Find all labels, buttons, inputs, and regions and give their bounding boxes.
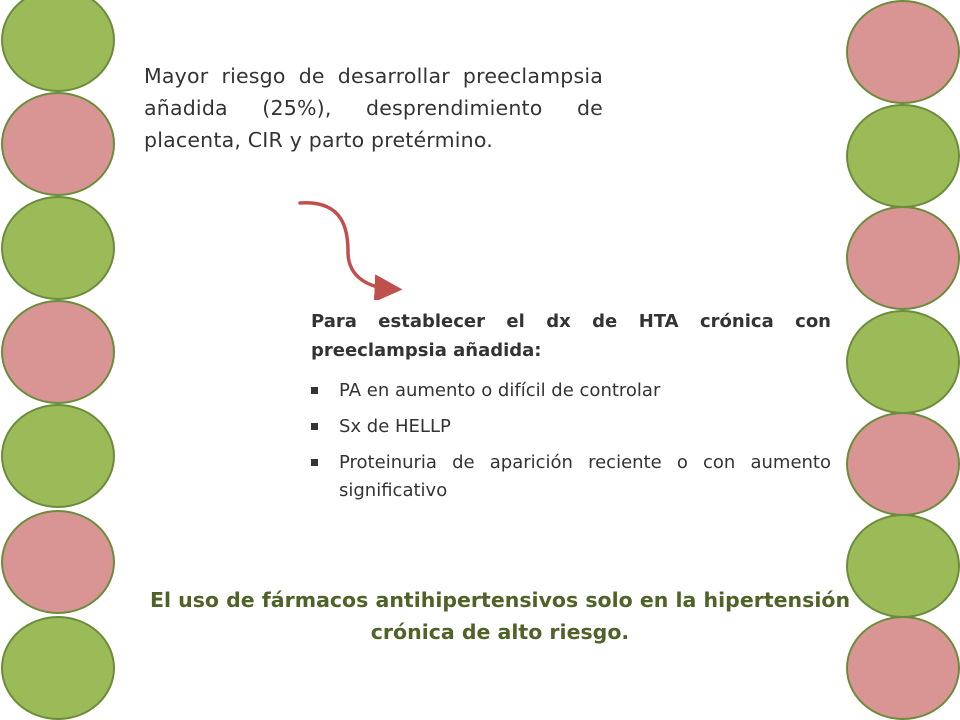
criteria-title: Para establecer el dx de HTA crónica con preeclampsia añadida: bbox=[311, 311, 831, 361]
decor-circle-left-4 bbox=[1, 300, 115, 404]
list-item bbox=[311, 449, 831, 505]
list-item bbox=[311, 377, 831, 405]
decor-circle-right-5 bbox=[846, 412, 960, 516]
decor-circle-left-6 bbox=[1, 510, 115, 614]
square-bullet-icon bbox=[311, 459, 318, 466]
square-bullet-icon bbox=[311, 387, 318, 394]
decor-circle-right-6 bbox=[846, 514, 960, 618]
list-item-text: Sx de HELLP bbox=[339, 416, 451, 437]
list-item-text: PA en aumento o difícil de controlar bbox=[339, 380, 661, 401]
footer-note: El uso de fármacos antihipertensivos solo en la hipertensión crónica de alto riesgo. bbox=[149, 588, 851, 644]
decor-circle-right-7 bbox=[846, 616, 960, 720]
decor-circle-left-3 bbox=[1, 196, 115, 300]
decor-circle-left-1 bbox=[1, 0, 115, 92]
decor-circle-left-2 bbox=[1, 92, 115, 196]
decor-circle-right-1 bbox=[846, 0, 960, 104]
criteria-section bbox=[311, 307, 831, 513]
decor-circle-left-7 bbox=[1, 616, 115, 720]
criteria-list bbox=[311, 377, 831, 505]
decor-circle-right-4 bbox=[846, 310, 960, 414]
decor-circle-right-2 bbox=[846, 104, 960, 208]
square-bullet-icon bbox=[311, 423, 318, 430]
decor-circle-right-3 bbox=[846, 206, 960, 310]
curved-arrow-icon bbox=[290, 190, 410, 300]
decor-circle-left-5 bbox=[1, 404, 115, 508]
intro-text: Mayor riesgo de desarrollar preeclampsia añadida (25%), desprendimiento de placenta, CIR y parto pretérmino. bbox=[144, 64, 603, 152]
list-item bbox=[311, 413, 831, 441]
list-item-text: Proteinuria de aparición reciente o con aumento significativo bbox=[339, 452, 831, 501]
